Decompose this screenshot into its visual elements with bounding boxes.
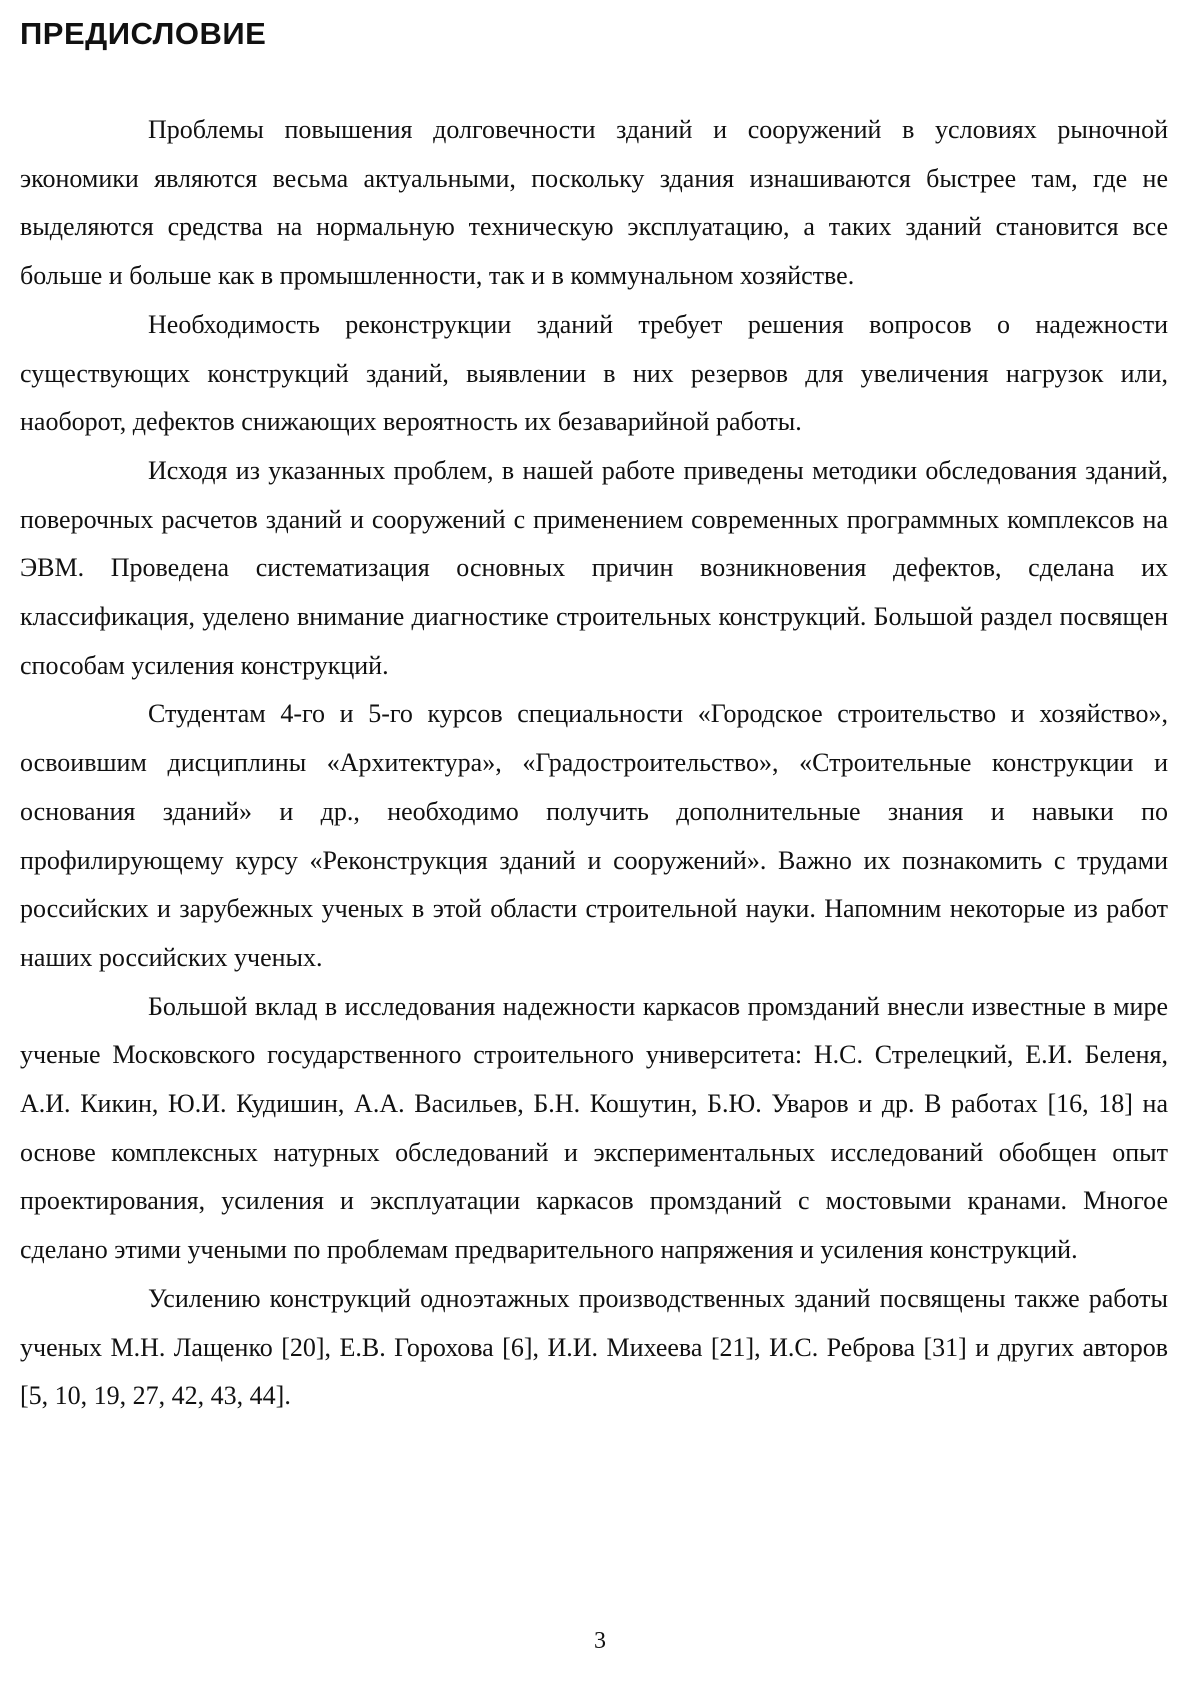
paragraph-3: Исходя из указанных проблем, в нашей работе приведены методики обследования зданий, поверочных расчетов зданий и сооружений с применением современных программных комплексов на ЭВМ. Проведена систематизация основных причин возникновения дефектов, сделана их классификация, уделено внимание диагностике строительных конструкций. Большой раздел посвящен способам усиления конструкций. — [20, 455, 1168, 680]
paragraph-1: Проблемы повышения долговечности зданий и сооружений в условиях рыночной экономики являются весьма актуальными, поскольку здания изнашиваются быстрее там, где не выделяются средства на нормальную техническую эксплуатацию, а таких зданий становится все больше и больше как в промышленности, так и в коммунальном хозяйстве. — [20, 115, 1168, 291]
paragraph-4: Студентам 4-го и 5-го курсов специальности «Городское строительство и хозяйство», освоившим дисциплины «Архитектура», «Градостроительство», «Строительные конструкции и основания зданий» и др., необходимо получить дополнительные знания и навыки по профилирующему курсу «Реконструкция зданий и сооружений». Важно их познакомить с трудами российских и зарубежных ученых в этой области строительной науки. Напомним некоторые из работ наших российских ученых. — [20, 699, 1168, 972]
page-title: ПРЕДИСЛОВИЕ — [20, 16, 267, 51]
page-number: 3 — [594, 1628, 606, 1654]
paragraph-6: Усилению конструкций одноэтажных производственных зданий посвящены также работы ученых М.Н. Лащенко [20], Е.В. Горохова [6], И.И. Михеева [21], И.С. Реброва [31] и других авторов [5, 10, 19, 27, 42, 43, 44]. — [20, 1283, 1168, 1411]
paragraph-5: Большой вклад в исследования надежности каркасов промзданий внесли известные в мире ученые Московского государственного строительного университета: Н.С. Стрелецкий, Е.И. Беленя, А.И. Кикин, Ю.И. Кудишин, А.А. Васильев, Б.Н. Кошутин, Б.Ю. Уваров и др. В работах [16, 18] на основе комплексных натурных обследований и экспериментальных исследований обобщен опыт проектирования, усиления и эксплуатации каркасов промзданий с мостовыми кранами. Многое сделано этими учеными по проблемам предварительного напряжения и усиления конструкций. — [20, 991, 1168, 1265]
paragraph-2: Необходимость реконструкции зданий требует решения вопросов о надежности существующих конструкций зданий, выявлении в них резервов для увеличения нагрузок или, наоборот, дефектов снижающих вероятность их безаварийной работы. — [20, 309, 1168, 437]
body-text — [20, 106, 1168, 1421]
